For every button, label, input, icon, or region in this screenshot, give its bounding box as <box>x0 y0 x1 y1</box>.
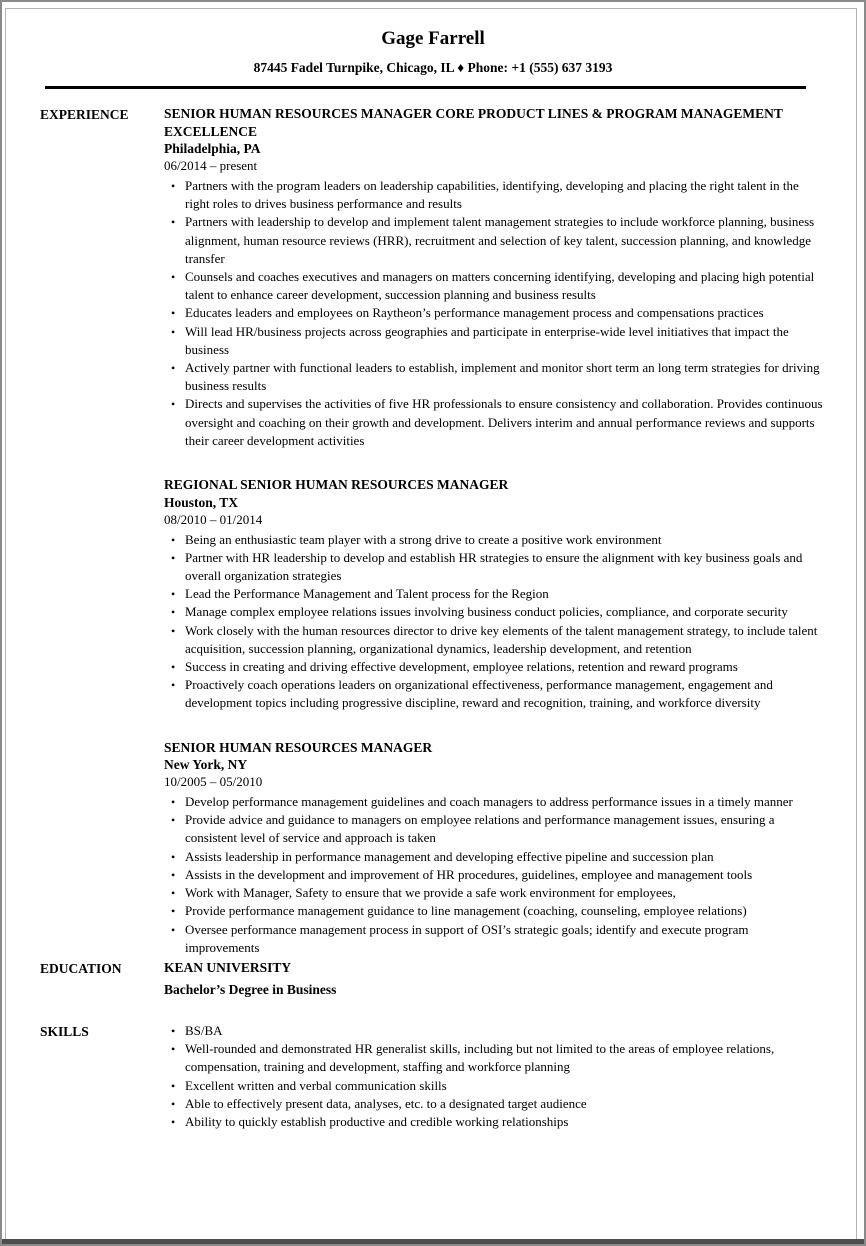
experience-body <box>164 105 826 957</box>
bullet-item: • Directs and supervises the activities of five HR professionals to ensure consistency and collaboration. Provides continuous oversight and coaching on their growth and development. Delivers interim and annual performance reviews and supports their career development activities <box>164 395 826 450</box>
job-title: SENIOR HUMAN RESOURCES MANAGER CORE PRODUCT LINES & PROGRAM MANAGEMENT EXCELLENCE <box>164 106 783 139</box>
bullet-item: • Educates leaders and employees on Raytheon’s performance management process and compensations practices <box>164 304 826 322</box>
job-title: SENIOR HUMAN RESOURCES MANAGER <box>164 739 433 755</box>
section-label-education: EDUCATION <box>40 960 122 976</box>
bullet-item: • Oversee performance management process in support of OSI’s strategic goals; identify and execute program improvements <box>164 921 826 957</box>
bullet-item: • Provide advice and guidance to managers on employee relations and performance management issues, ensuring a consistent level of service and approach is taken <box>164 811 826 847</box>
bullet-item: • Lead the Performance Management and Talent process for the Region <box>164 585 826 603</box>
bullet-item: • Assists in the development and improvement of HR procedures, guidelines, employee and management tools <box>164 866 826 884</box>
bullet-item: • Partners with the program leaders on leadership capabilities, identifying, developing and placing the right talent in the right roles to drives business performance and results <box>164 177 826 213</box>
job-dates: 06/2014 – present <box>164 158 258 173</box>
resume-name: Gage Farrell <box>381 28 485 49</box>
bullet-item: • Will lead HR/business projects across geographies and participate in enterprise-wide level initiatives that impact the business <box>164 323 826 359</box>
bullet-item: • Being an enthusiastic team player with a strong drive to create a positive work environment <box>164 531 826 549</box>
job-dates: 08/2010 – 01/2014 <box>164 511 263 527</box>
job-location: Philadelphia, PA <box>164 141 261 156</box>
skill-item: • BS/BA <box>164 1022 826 1040</box>
skills-body <box>164 1022 826 1131</box>
degree-name: Bachelor’s Degree in Business <box>164 981 337 997</box>
bullet-item: • Counsels and coaches executives and managers on matters concerning identifying, developing and placing high potential talent to enhance career development, succession planning and business results <box>164 268 826 304</box>
section-label-skills: SKILLS <box>40 1023 89 1039</box>
bullet-item: • Work closely with the human resources director to drive key elements of the talent management strategy, to include talent acquisition, succession planning, organizational dynamics, leadership development, and retention <box>164 622 826 658</box>
job-location: Houston, TX <box>164 494 239 510</box>
job-title: REGIONAL SENIOR HUMAN RESOURCES MANAGER <box>164 477 509 493</box>
skill-item: • Well-rounded and demonstrated HR generalist skills, including but not limited to the areas of employee relations, compensation, training and development, staffing and workforce planning <box>164 1040 826 1076</box>
contact-line: 87445 Fadel Turnpike, Chicago, IL ♦ Phone: +1 (555) 637 3193 <box>253 60 613 75</box>
bullet-item: • Manage complex employee relations issues involving business conduct policies, compliance, and corporate security <box>164 603 826 621</box>
bullet-item: • Proactively coach operations leaders on organizational effectiveness, performance management, engagement and development topics including progressive discipline, reward and recognition, training, and workforce diversity <box>164 676 826 712</box>
skills-list <box>164 1022 826 1131</box>
skill-item: • Excellent written and verbal communication skills <box>164 1077 826 1095</box>
bullet-item: • Assists leadership in performance management and developing effective pipeline and succession plan <box>164 848 826 866</box>
job-bullet-list <box>164 531 826 713</box>
job-bullet-list <box>164 177 826 450</box>
job-entry-1 <box>164 105 826 450</box>
job-location: New York, NY <box>164 757 248 773</box>
job-entry-3 <box>164 739 826 957</box>
school-name: KEAN UNIVERSITY <box>164 959 292 975</box>
bullet-item: • Provide performance management guidance to line management (coaching, counseling, employee relations) <box>164 902 826 920</box>
resume-content <box>2 2 864 1131</box>
bullet-item: • Actively partner with functional leaders to establish, implement and monitor short term an long term strategies for driving business results <box>164 359 826 395</box>
bullet-item: • Partner with HR leadership to develop and establish HR strategies to ensure the alignment with key business goals and overall organization strategies <box>164 549 826 585</box>
bottom-cutoff-bar <box>2 1239 864 1244</box>
skill-item: • Ability to quickly establish productive and credible working relationships <box>164 1113 826 1131</box>
bullet-item: • Success in creating and driving effective development, employee relations, retention and reward programs <box>164 658 826 676</box>
section-skills <box>40 1022 826 1131</box>
job-bullet-list <box>164 793 826 957</box>
skill-item: • Able to effectively present data, analyses, etc. to a designated target audience <box>164 1095 826 1113</box>
section-education <box>40 959 826 999</box>
section-experience <box>40 105 826 957</box>
bullet-item: • Work with Manager, Safety to ensure that we provide a safe work environment for employees, <box>164 884 826 902</box>
bullet-item: • Partners with leadership to develop and implement talent management strategies to include workforce planning, business alignment, human resource reviews (HRR), recruitment and selection of key talent, succession planning, and knowledge transfer <box>164 213 826 268</box>
section-label-experience: EXPERIENCE <box>40 107 129 122</box>
bullet-item: • Develop performance management guidelines and coach managers to address performance issues in a timely manner <box>164 793 826 811</box>
job-entry-2 <box>164 476 826 713</box>
header-divider <box>45 86 806 89</box>
education-body <box>164 959 826 999</box>
job-dates: 10/2005 – 05/2010 <box>164 774 263 790</box>
